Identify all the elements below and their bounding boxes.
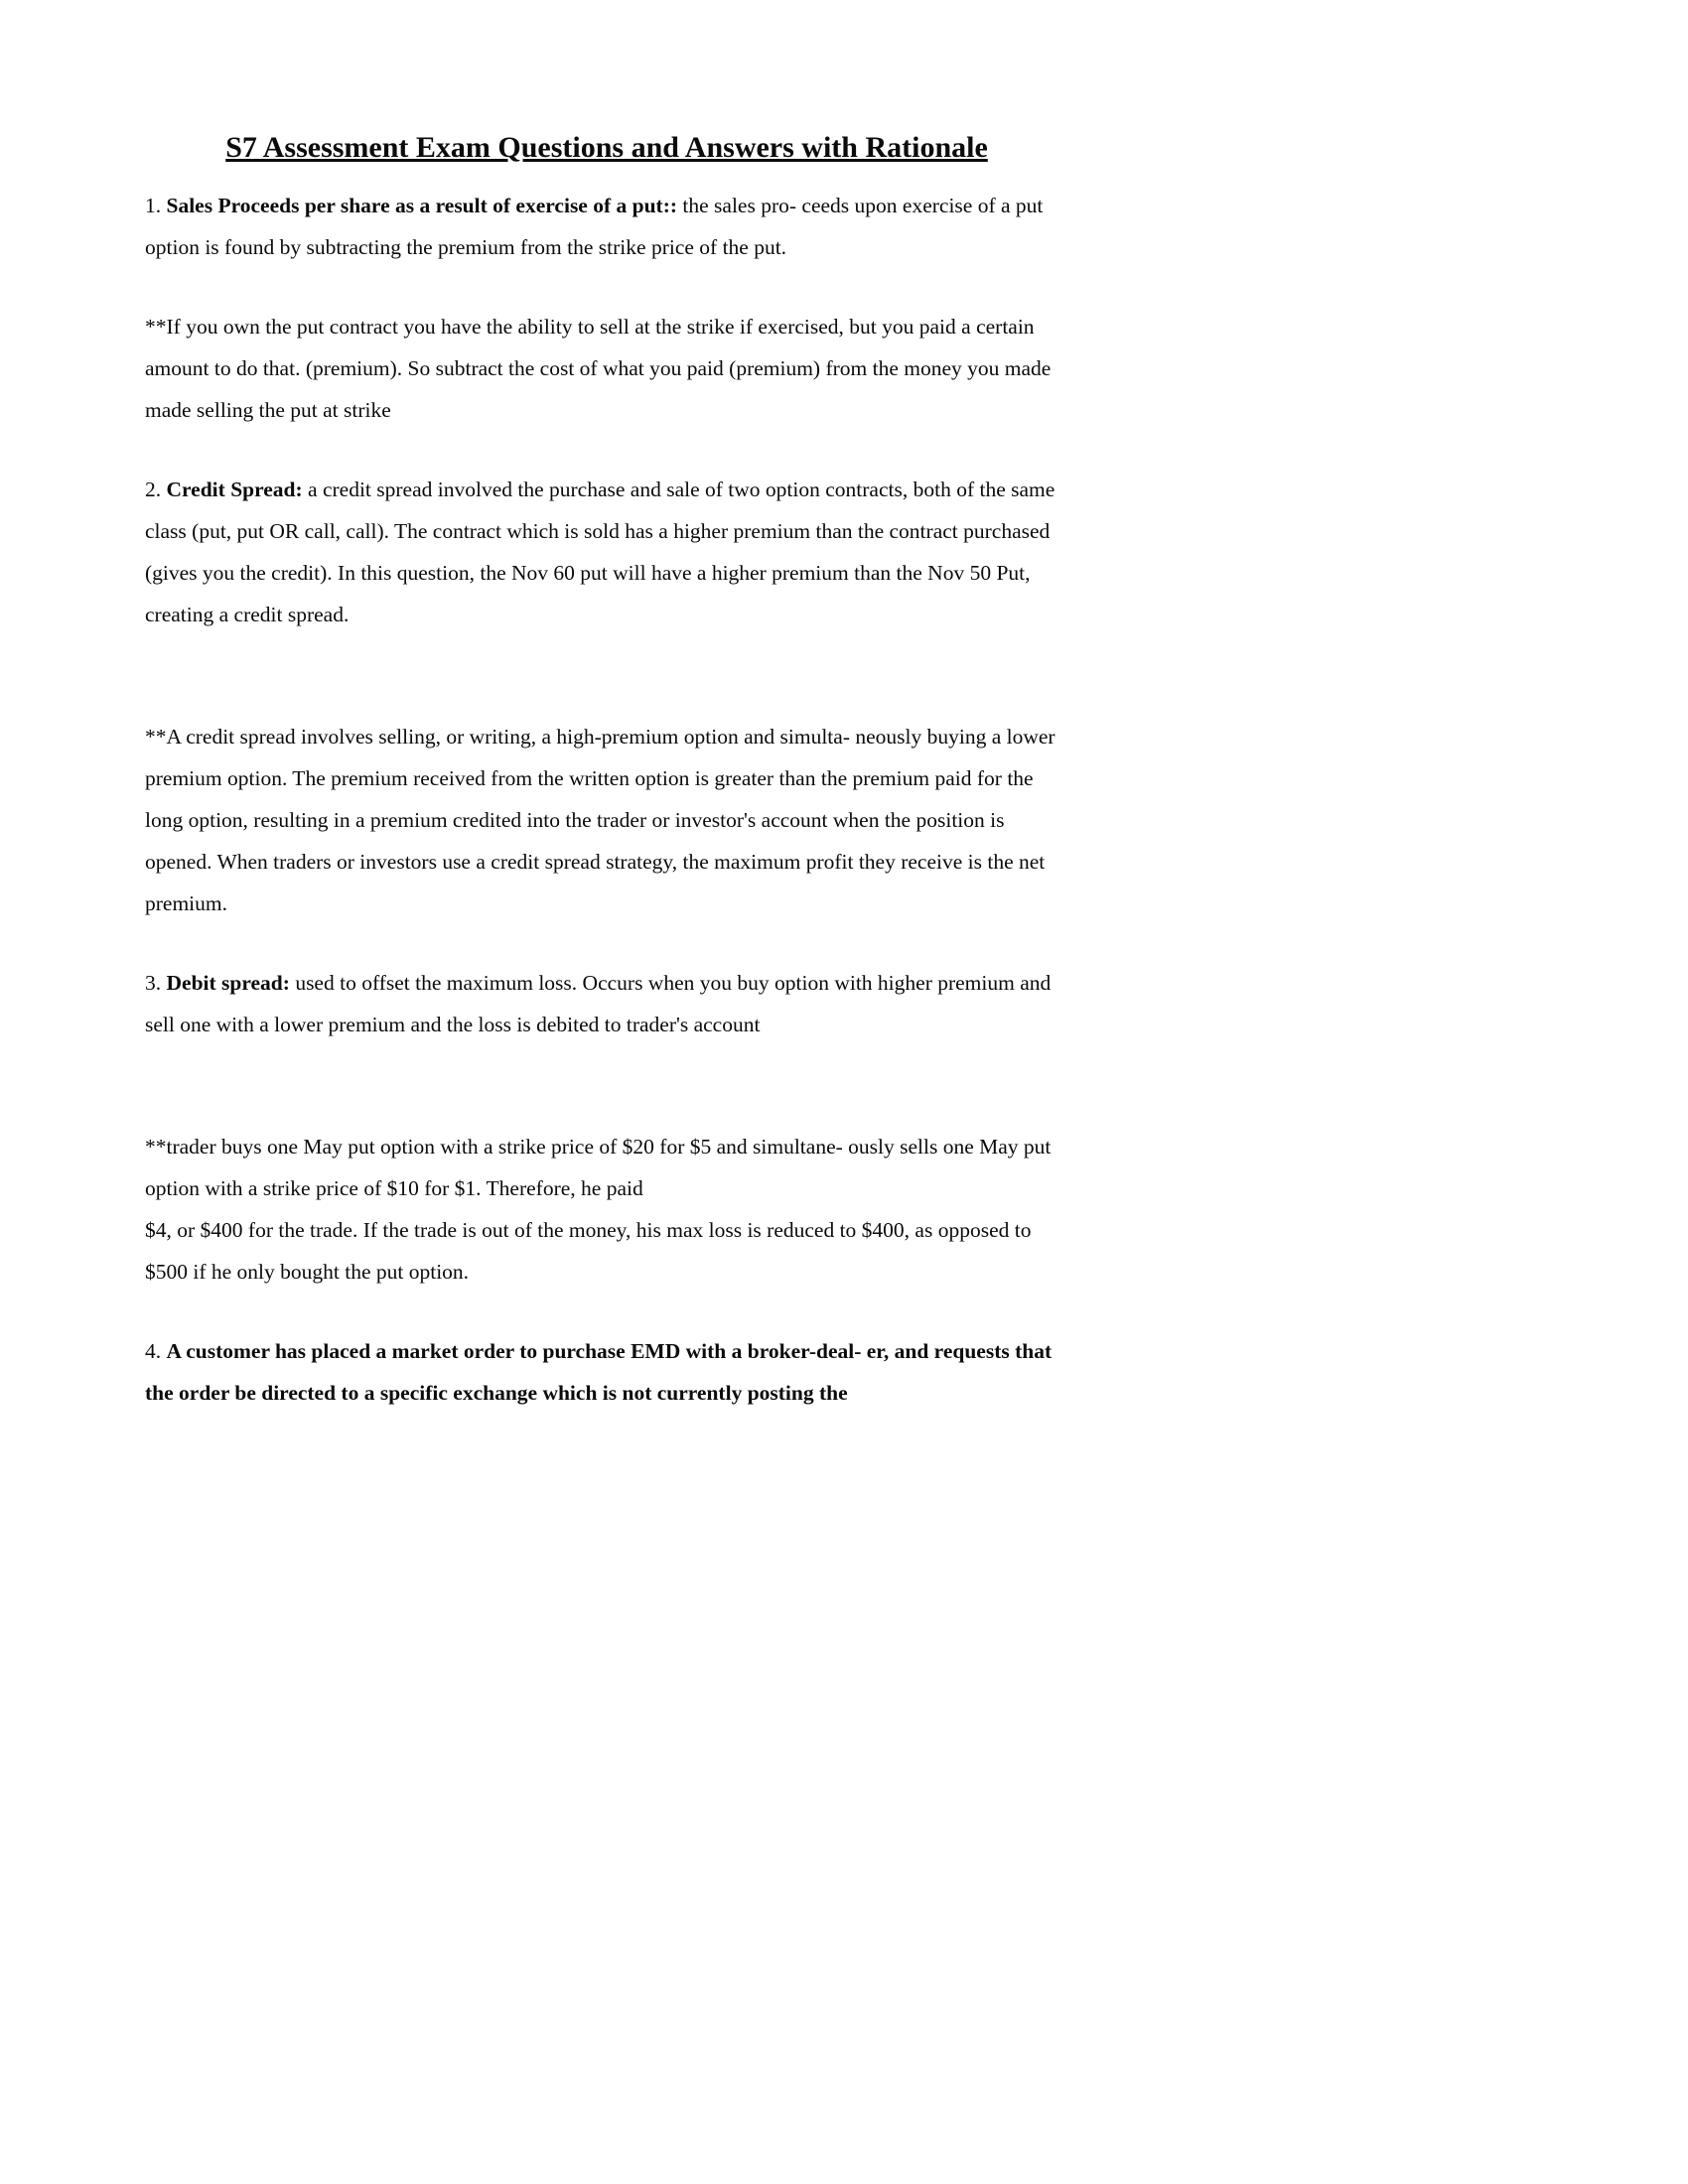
question-1-number: 1.	[145, 194, 162, 217]
question-4-number: 4.	[145, 1339, 162, 1363]
question-3-term: Debit spread:	[166, 971, 290, 995]
rationale-1-text: **If you own the put contract you have the ability to sell at the strike if exercised, but you paid a certain amount to do that. (premium). So subtract the cost of what you paid (premium) from the money you made made selling the put at strike	[145, 315, 1052, 422]
question-1-answer: the sales pro- ceeds upon exercise of a put option is found by subtracting the premium from the strike price of the put.	[145, 194, 1044, 259]
rationale-3-text-line1: **trader buys one May put option with a strike price of $20 for $5 and simultane- ously sells one May put option with a strike price of $10 for $1. Therefore, he paid	[145, 1135, 1052, 1200]
rationale-paragraph-2	[145, 716, 1068, 924]
question-3-number: 3.	[145, 971, 162, 995]
qa-paragraph-1	[145, 185, 1068, 268]
qa-paragraph-4	[145, 1330, 1068, 1414]
document-title: S7 Assessment Exam Questions and Answers with Rationale	[225, 131, 988, 164]
question-4-term: A customer has placed a market order to purchase EMD with a broker-deal- er, and requests that the order be directed to a specific exchange which is not currently posting the	[145, 1339, 1053, 1405]
qa-paragraph-3	[145, 962, 1068, 1045]
rationale-paragraph-1	[145, 306, 1068, 431]
rationale-2-text: **A credit spread involves selling, or writing, a high-premium option and simulta- neously buying a lower premium option. The premium received from the written option is greater than the premium paid for the long option, resulting in a premium credited into the trader or investor's account when the position is opened. When traders or investors use a credit spread strategy, the maximum profit they receive is the net premium.	[145, 725, 1055, 915]
question-2-answer: a credit spread involved the purchase and sale of two option contracts, both of the same class (put, put OR call, call). The contract which is sold has a higher premium than the contract purchased (gives you the credit). In this question, the Nov 60 put will have a higher premium than the Nov 50 Put, creating a credit spread.	[145, 478, 1055, 626]
document-text-block	[145, 129, 1068, 1451]
question-2-term: Credit Spread:	[166, 478, 303, 501]
question-1-term: Sales Proceeds per share as a result of exercise of a put::	[166, 194, 678, 217]
qa-paragraph-2	[145, 469, 1068, 635]
rationale-paragraph-3	[145, 1126, 1068, 1293]
rationale-3-text-line2: $4, or $400 for the trade. If the trade is out of the money, his max loss is reduced to $400, as opposed to $500 if he only bought the put option.	[145, 1218, 1032, 1284]
question-2-number: 2.	[145, 478, 162, 501]
question-3-answer: used to offset the maximum loss. Occurs when you buy option with higher premium and sell one with a lower premium and the loss is debited to trader's account	[145, 971, 1052, 1036]
